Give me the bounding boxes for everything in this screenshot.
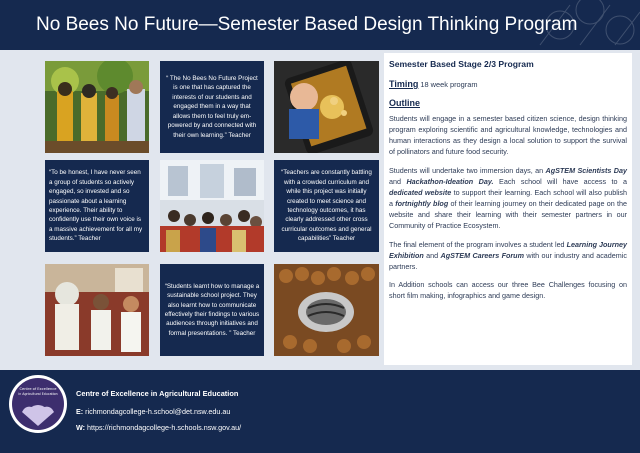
photo-students-beekeeping: [45, 264, 149, 356]
footer-web-row: [76, 423, 241, 432]
header-banner: [0, 0, 640, 50]
email-link[interactable]: richmondagcollege-h.school@det.nsw.edu.au: [83, 407, 231, 416]
photo-group-presentation: [160, 160, 264, 252]
photo-bee-artwork: [274, 264, 379, 356]
web-label: W:: [76, 423, 86, 432]
logo-text-line-2: in Agricultural Education: [18, 392, 58, 396]
program-details-panel: [384, 53, 632, 365]
website-link[interactable]: https://richmondagcollege-h.schools.nsw.gov.au/: [85, 423, 242, 432]
testimonial-quote-2: [45, 160, 149, 252]
emphasis-exhibition: Learning Journey Exhibition: [389, 239, 627, 260]
timing-label: Timing: [389, 79, 419, 89]
testimonial-quote-4: [160, 264, 264, 356]
emphasis-hackathon-day: Hackathon-Ideation Day.: [406, 176, 494, 186]
quote-text: “Students learnt how to manage a sustainable school project. They also learnt how to communicate effectively their findings to various audiences through initiatives and formal presentations. ” Teacher: [164, 282, 260, 337]
quote-text: “To be honest, I have never seen a group of students so actively engaged, so invested and so passionate about a learning experience. Their ability to confidently use their own voice is a massive achievement for all my students.” Teacher: [49, 169, 143, 243]
outline-label: Outline: [389, 98, 420, 108]
timing-row: [389, 79, 627, 89]
panel-title: Semester Based Stage 2/3 Program: [389, 59, 534, 69]
emphasis-careers-forum: AgSTEM Careers Forum: [440, 250, 524, 260]
footer-email-row: [76, 407, 230, 416]
footer: [0, 370, 640, 453]
quote-text: “ The No Bees No Future Project is one that has captured the interests of our students and engaged them in a way that allows them to feel truly em-powered by and connected with their own learning.” Teacher: [166, 74, 258, 139]
emphasis-fortnightly-blog: fortnightly blog: [395, 199, 449, 209]
logo-text-line-1: Centre of Excellence: [19, 387, 57, 391]
page-title: No Bees No Future—Semester Based Design Thinking Program: [36, 14, 578, 35]
college-logo-icon: [8, 374, 68, 434]
photo-students-garden: [45, 61, 149, 153]
outline-paragraph-2: Students will undertake two immersion days, an AgSTEM Scientists Day and Hackathon-Ideation Day. Each school will have access to a dedicated website to support their learning. Each school will also publish a fortnightly blog of their learning journey on their dedicated page on the website and share their learning with their semester partners in our Community of Practice Ecosystem.: [389, 165, 628, 231]
emphasis-scientists-day: AgSTEM Scientists Day: [545, 165, 627, 175]
outline-paragraph-4: In Addition schools can access our three Bee Challenges focusing on short film making, infographics and game design.: [389, 280, 627, 301]
quote-text: “Teachers are constantly battling with a crowded curriculum and while this project was initially created to meet science and technology outcomes, it has clearly addressed other cross curricular outcomes and general capabilities” Teacher: [281, 169, 372, 243]
photo-student-viewing-hive: [274, 61, 379, 153]
timing-value: 18 week program: [418, 80, 478, 89]
footer-organisation: Centre of Excellence in Agricultural Education: [76, 389, 239, 398]
testimonial-quote-3: [274, 160, 379, 252]
outline-paragraph-3: The final element of the program involves a student led Learning Journey Exhibition and AgSTEM Careers Forum with our industry and academic partners.: [389, 239, 627, 271]
testimonial-quote-1: [160, 61, 264, 153]
emphasis-dedicated-website: dedicated website: [389, 187, 452, 197]
email-label: E:: [76, 407, 84, 416]
outline-paragraph-1: Students will engage in a semester based citizen science, design thinking program exploring scientific and agricultural knowledge, technologies and human interactions as they design a local solution to support the survival of pollinators and future food security.: [389, 114, 627, 157]
